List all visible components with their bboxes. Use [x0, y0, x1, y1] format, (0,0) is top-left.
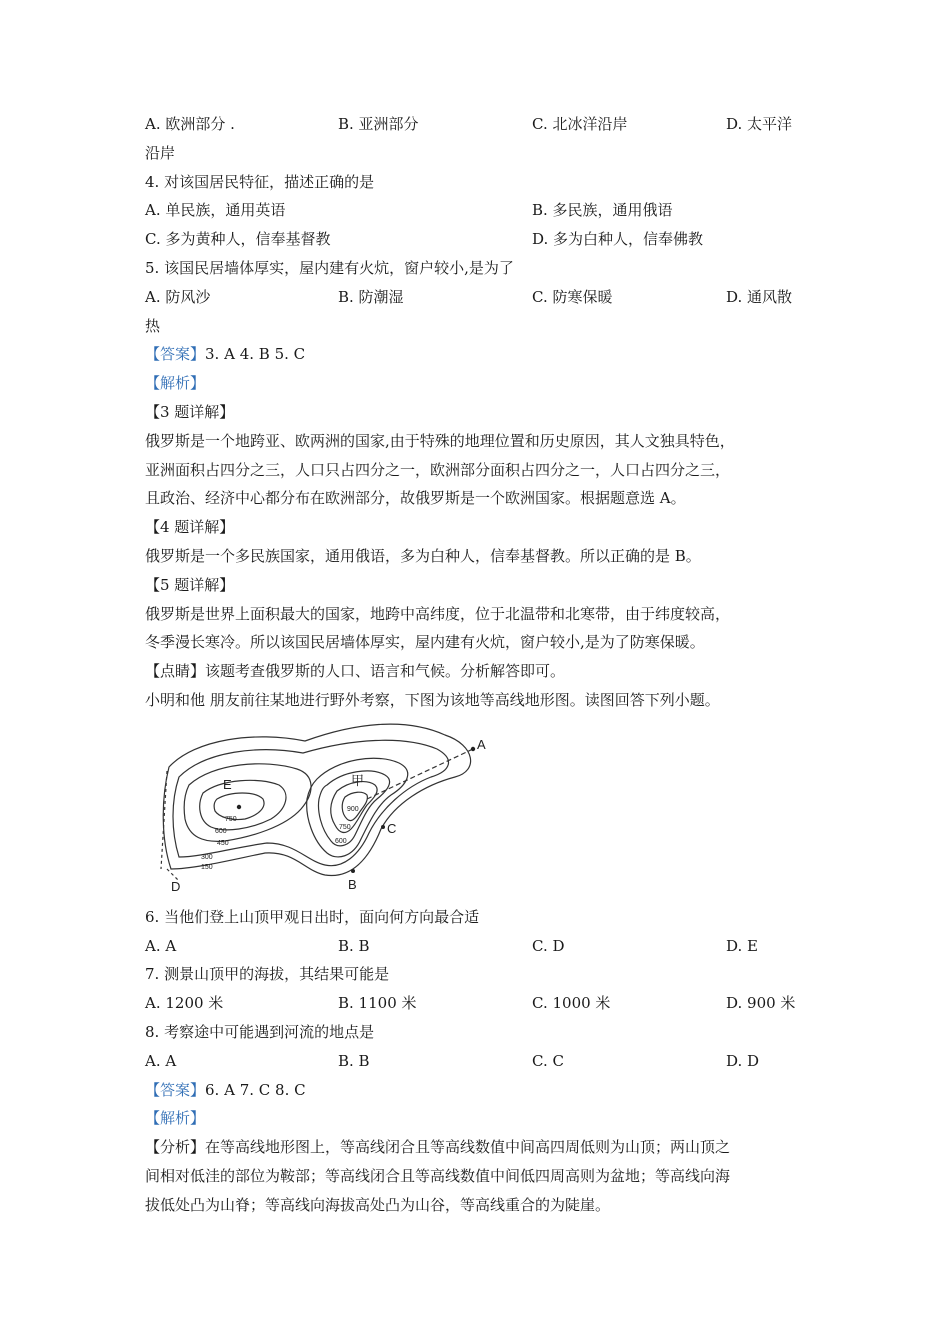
detail-3-line: 亚洲面积占四分之三，人口只占四分之一，欧洲部分面积占四分之一，人口占四分之三，	[145, 460, 731, 479]
analysis-line: 【分析】在等高线地形图上，等高线闭合且等高线数值中间高四周低则为山顶；两山顶之	[145, 1138, 731, 1157]
detail-3-line: 且政治、经济中心都分布在欧洲部分，故俄罗斯是一个欧洲国家。根据题意选 A。	[145, 489, 686, 508]
q6-option-c: C. D	[532, 936, 565, 955]
q6-stem: 6. 当他们登上山顶甲观日出时，面向何方向最合适	[145, 907, 480, 926]
q7-option-a: A. 1200 米	[145, 994, 224, 1013]
q3-option-c: C. 北冰洋沿岸	[532, 115, 628, 133]
q8-option-a: A. A	[145, 1051, 177, 1070]
point-note: 【点睛】该题考查俄罗斯的人口、语言和气候。分析解答即可。	[145, 662, 566, 681]
q7-option-b: B. 1100 米	[338, 994, 417, 1013]
q4-option-c: C. 多为黄种人，信奉基督教	[145, 230, 331, 249]
contour-label: 750	[225, 815, 237, 823]
map-intro: 小明和他 朋友前往某地进行野外考察，下图为该地等高线地形图。读图回答下列小题。	[145, 690, 720, 709]
detail-4-line: 俄罗斯是一个多民族国家，通用俄语，多为白种人，信奉基督教。所以正确的是 B。	[145, 546, 701, 565]
analysis-body	[145, 1133, 810, 1219]
contour-label: 750	[339, 823, 351, 831]
label-d: D	[171, 878, 181, 894]
label-jia: 甲	[351, 772, 365, 788]
contour-label: 900	[347, 805, 359, 813]
cliff-line	[161, 771, 167, 869]
contour-label: 450	[217, 839, 229, 847]
contour-label: 600	[335, 837, 347, 845]
q3-option-d: D. 太平洋	[726, 115, 793, 133]
analysis-tag-1: 【解析】	[145, 374, 206, 393]
q6-option-a: A. A	[145, 936, 177, 955]
q7-options	[145, 989, 810, 1018]
contour-line	[184, 764, 311, 842]
analysis-tag-2: 【解析】	[145, 1109, 206, 1128]
detail-5-body	[145, 600, 810, 658]
contour-line	[200, 780, 286, 829]
answer-6-8	[145, 1076, 810, 1105]
point-b-marker	[351, 869, 355, 873]
q4-option-a: A. 单民族，通用英语	[145, 201, 286, 220]
peak-e-marker	[237, 805, 241, 809]
answer-tag: 【答案】	[145, 1080, 206, 1099]
contour-label: 600	[215, 827, 227, 835]
label-c: C	[387, 820, 397, 836]
label-b: B	[348, 876, 357, 892]
q3-options	[145, 110, 810, 139]
q8-option-b: B. B	[338, 1051, 370, 1070]
q5-option-d-wrap: 热	[145, 316, 161, 335]
q5-option-c: C. 防寒保暖	[532, 287, 613, 306]
detail-5-line: 冬季漫长寒冷。所以该国民居墙体厚实，屋内建有火炕，窗户较小,是为了防寒保暖。	[145, 633, 705, 652]
detail-4-heading: 【4 题详解】	[145, 518, 235, 537]
answer-tag: 【答案】	[145, 345, 206, 364]
answer-text: 3. A 4. B 5. C	[205, 345, 306, 364]
detail-4-body	[145, 542, 810, 571]
contour-map	[145, 715, 810, 903]
label-a: A	[477, 736, 486, 752]
detail-3-heading: 【3 题详解】	[145, 402, 235, 421]
q4-options-row1	[145, 196, 810, 225]
detail-3-line: 俄罗斯是一个地跨亚、欧两洲的国家,由于特殊的地理位置和历史原因，其人文独具特色，	[145, 431, 735, 450]
q5-option-b: B. 防潮湿	[338, 287, 404, 306]
q8-option-c: C. C	[532, 1051, 564, 1070]
q4-options-row2	[145, 225, 810, 254]
q8-option-d: D. D	[726, 1051, 760, 1070]
q5-option-d: D. 通风散	[726, 287, 793, 306]
q6-option-d: D. E	[726, 936, 758, 955]
detail-5-heading: 【5 题详解】	[145, 575, 235, 594]
q8-options	[145, 1047, 810, 1076]
q7-stem: 7. 测景山顶甲的海拔，其结果可能是	[145, 965, 390, 984]
q5-options	[145, 283, 810, 312]
q3-option-a: A. 欧洲部分 .	[145, 115, 235, 133]
answer-3-5	[145, 340, 810, 369]
document-page	[145, 110, 810, 1220]
contour-label: 150	[201, 863, 213, 871]
q4-stem: 4. 对该国居民特征，描述正确的是	[145, 172, 375, 191]
q4-option-b: B. 多民族，通用俄语	[532, 201, 673, 220]
point-c-marker	[381, 825, 385, 829]
q7-option-c: C. 1000 米	[532, 994, 611, 1013]
point-a-marker	[471, 747, 475, 751]
q3-option-d-wrap: 沿岸	[145, 143, 176, 162]
label-e: E	[223, 776, 232, 792]
q3-option-b: B. 亚洲部分	[338, 115, 419, 133]
q4-option-d: D. 多为白种人，信奉佛教	[532, 230, 704, 249]
q5-stem: 5. 该国民居墙体厚实，屋内建有火炕，窗户较小,是为了	[145, 258, 514, 277]
q6-option-b: B. B	[338, 936, 370, 955]
analysis-line: 间相对低洼的部位为鞍部；等高线闭合且等高线数值中间低四周高则为盆地；等高线向海	[145, 1166, 731, 1185]
contour-map-figure	[155, 719, 495, 895]
q6-options	[145, 932, 810, 961]
contour-label: 300	[201, 853, 213, 861]
analysis-line: 拔低处凸为山脊；等高线向海拔高处凸为山谷，等高线重合的为陡崖。	[145, 1195, 611, 1214]
q5-option-a: A. 防风沙	[145, 287, 211, 306]
detail-5-line: 俄罗斯是世界上面积最大的国家，地跨中高纬度，位于北温带和北寒带，由于纬度较高，	[145, 604, 731, 623]
q7-option-d: D. 900 米	[726, 994, 796, 1013]
answer-text: 6. A 7. C 8. C	[205, 1080, 306, 1099]
q8-stem: 8. 考察途中可能遇到河流的地点是	[145, 1022, 375, 1041]
detail-3-body	[145, 427, 810, 513]
